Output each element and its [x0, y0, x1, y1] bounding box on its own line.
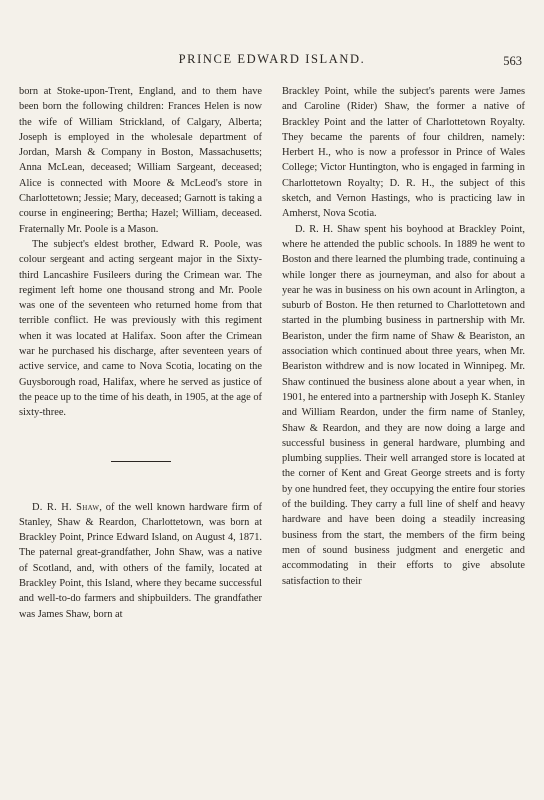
paragraph-shaw-parents: Brackley Point, while the subject's parents were James and Caroline (Rider) Shaw, the former a native of Brackley Point and the latter of Charlottetown Royalty. They became the parents of four children, namely: Herbert H., who is now a professor in Prince of Wales College; Victor Huntington, who is engaged in farming in Charlottetown Royalty; D. R. H., the subject of this sketch, and Vernon Hastings, who is practicing law in Amherst, Nova Scotia.: [282, 86, 525, 220]
right-column: [282, 84, 525, 589]
page-header: [0, 52, 544, 72]
page-number: 563: [503, 54, 522, 68]
left-column: [19, 84, 262, 622]
section-divider: [111, 461, 171, 462]
paragraph-shaw-career: D. R. H. Shaw spent his boyhood at Brackley Point, where he attended the public schools. In 1889 he went to Boston and there learned the plumbing trade, continuing a while longer there as journeyman, and also for about a year he was in business on his own acount in Arlington, a suburb of Boston. He then returned to Charlottetown and started in the plumbing business in partnership with Mr. Beariston, under the firm name of Shaw & Beariston, an association which continued about three years, when Mr. Beariston withdrew and is now located in Winnipeg. Mr. Shaw continued the business alone about a year when, in 1901, he entered into a partnership with Joseph K. Stanley and William Reardon, under the firm name of Stanley, Shaw & Reardon, and they are now doing a large and successful business in general hardware, plumbing and plumbing supplies. Their well arranged store is located at the corner of Kent and Great George streets and is forty by one hundred feet, they occupying the entire four stories of the building. They carry a full line of shelf and heavy hardware and have been doing a steadily increasing business from the start, the members of the firm being men of sound business judgment and energetic and accommodating in their efforts to give absolute satisfaction to their: [282, 223, 525, 587]
paragraph-shaw-intro: [19, 500, 262, 622]
subject-name: D. R. H. Shaw: [32, 501, 100, 513]
paragraph-edward-poole: The subject's eldest brother, Edward R. Poole, was colour sergeant and acting sergeant major in the Sixty-third Lancashire Fusileers during the Crimean war. The regiment left home one thousand strong and Mr. Poole was one of the seventeen who returned home from that terrible conflict. He was previously with this regiment when it was located at Halifax. Soon after the Crimean war he purchased his discharge, after seventeen years of active service, and came to Nova Scotia, locating on the Guysborough road, Halifax, where he served as justice of the peace up to the time of his death, in 1905, at the age of sixty-three.: [19, 238, 262, 419]
running-title: PRINCE EDWARD ISLAND.: [178, 52, 366, 66]
paragraph-poole-children: born at Stoke-upon-Trent, England, and to them have been born the following children: Frances Helen is now the wife of William Strickland, of Calgary, Alberta; Joseph is employed in the wholesale department of Jordan, Marsh & Company in Boston, Massachusetts; Anna McLean, deceased; William Sargeant, deceased; Alice is connected with Moore & McLeod's store in Charlottetown; Jessie; Mary, deceased; Garnott is taking a course in engineering; Bertha; Hazel; William, deceased. Fraternally Mr. Poole is a Mason.: [19, 86, 262, 235]
paragraph-shaw-intro-text: , of the well known hardware firm of Stanley, Shaw & Reardon, Charlottetown, was born at Brackley Point, Prince Edward Island, on August 4, 1871. The paternal great-grandfather, John Shaw, was a native of Scotland, and, with others of the family, located at Brackley Point, this Island, where they became successful and well-to-do farmers and shipbuilders. The grandfather was James Shaw, born at: [19, 501, 262, 620]
